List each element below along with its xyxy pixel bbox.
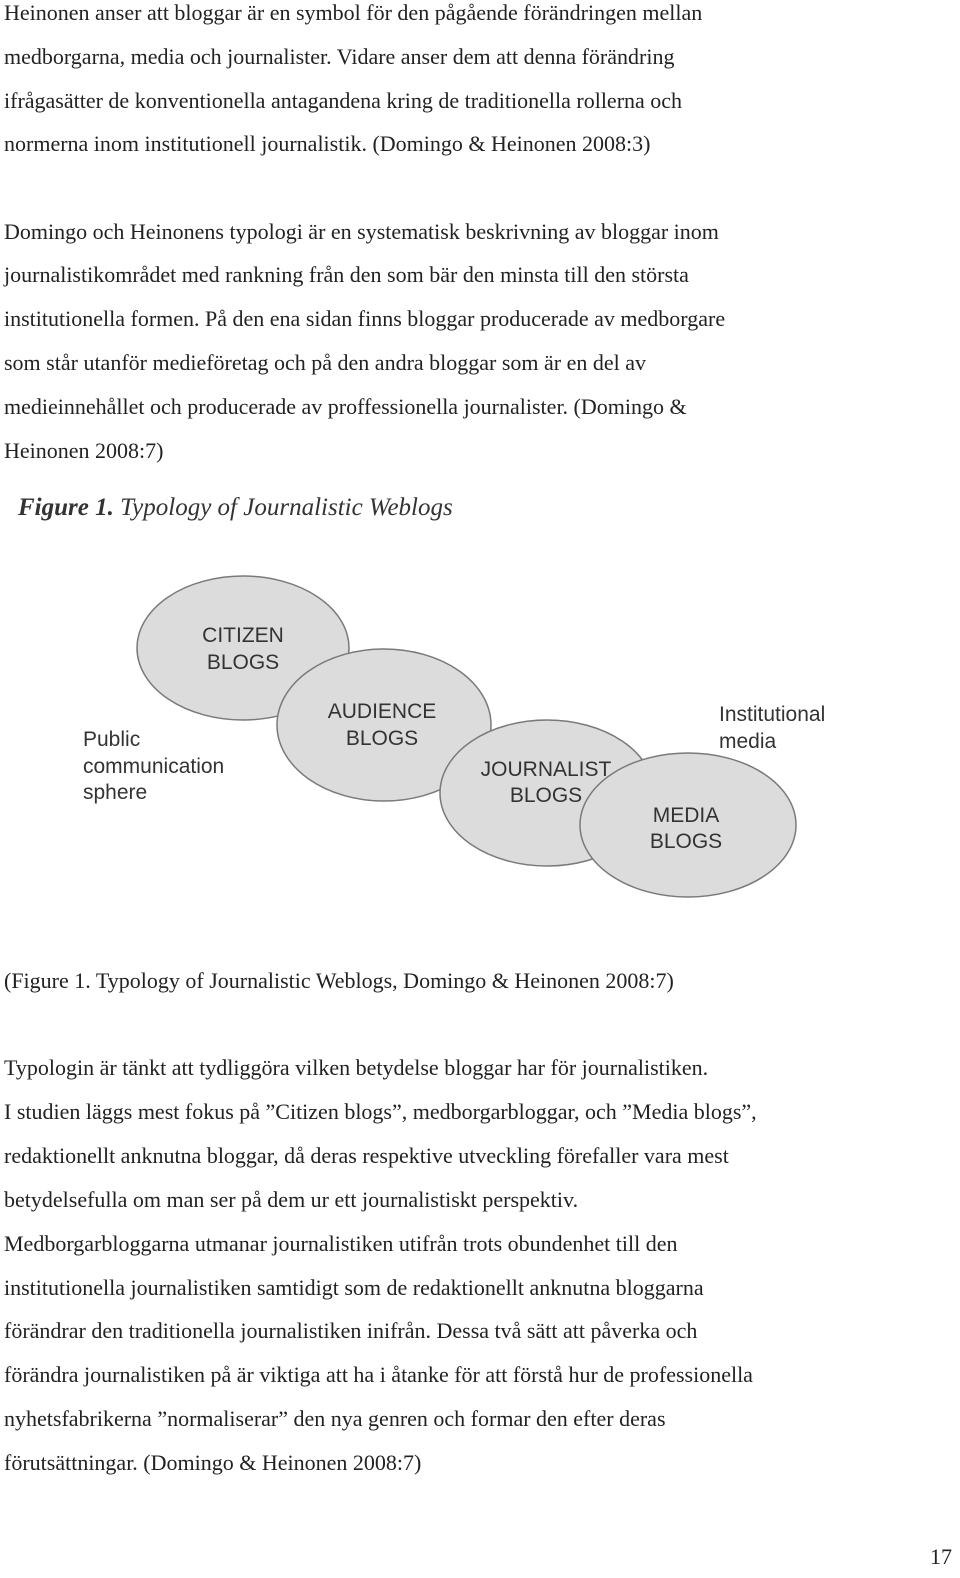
- text-line: medborgarna, media och journalister. Vidare anser dem att denna förändring: [4, 44, 675, 69]
- journalist-blogs-line1: JOURNALIST: [480, 758, 612, 781]
- text-line: institutionella journalistiken samtidigt som de redaktionellt anknutna bloggarna: [4, 1275, 704, 1300]
- text-line: Heinonen 2008:7): [4, 438, 164, 463]
- text-line: redaktionellt anknutna bloggar, då deras respektive utveckling förefaller vara mest: [4, 1143, 729, 1168]
- media-blogs-line1: MEDIA: [652, 804, 720, 827]
- text-line: betydelsefulla om man ser på dem ur ett journalistiskt perspektiv.: [4, 1187, 579, 1212]
- figure-title: [18, 494, 453, 522]
- text-line: journalistikområdet med rankning från den som bär den minsta till den största: [4, 262, 689, 287]
- figure-title-text: Typology of Journalistic Weblogs: [120, 494, 453, 521]
- journalist-blogs-line2: BLOGS: [509, 784, 583, 807]
- text-line: normerna inom institutionell journalistik. (Domingo & Heinonen 2008:3): [4, 131, 651, 156]
- institutional-media-label-line1: Institutional: [719, 703, 826, 726]
- text-line: Typologin är tänkt att tydliggöra vilken betydelse bloggar har för journalistiken.: [4, 1055, 709, 1080]
- page-number: 17: [930, 1544, 952, 1569]
- figure-title-number: Figure 1.: [18, 494, 114, 521]
- audience-blogs-line2: BLOGS: [345, 727, 419, 750]
- text-line: Medborgarbloggarna utmanar journalistiken utifrån trots obundenhet till den: [4, 1231, 678, 1256]
- text-line: som står utanför medieföretag och på den andra bloggar som är en del av: [4, 350, 647, 375]
- citizen-blogs-line2: BLOGS: [206, 651, 280, 674]
- text-line: nyhetsfabrikerna ”normaliserar” den nya genren och formar den efter deras: [4, 1406, 666, 1431]
- audience-blogs-line1: AUDIENCE: [327, 700, 437, 723]
- text-line: Domingo och Heinonens typologi är en systematisk beskrivning av bloggar inom: [4, 219, 719, 244]
- public-sphere-label-line1: Public: [83, 728, 141, 751]
- text-line: förändra journalistiken på är viktiga att ha i åtanke för att förstå hur de professionella: [4, 1362, 753, 1387]
- text-line: förutsättningar. (Domingo & Heinonen 2008:7): [4, 1450, 422, 1475]
- figure-caption: (Figure 1. Typology of Journalistic Weblogs, Domingo & Heinonen 2008:7): [4, 968, 674, 993]
- public-sphere-label-line3: sphere: [83, 781, 148, 804]
- citizen-blogs-line1: CITIZEN: [202, 624, 284, 647]
- institutional-media-label-line2: media: [719, 730, 777, 753]
- text-line: förändrar den traditionella journalistiken inifrån. Dessa två sätt att påverka och: [4, 1318, 698, 1343]
- text-line: ifrågasätter de konventionella antagandena kring de traditionella rollerna och: [4, 88, 683, 113]
- text-line: medieinnehållet och producerade av proffessionella journalister. (Domingo &: [4, 394, 687, 419]
- typology-diagram: [0, 560, 960, 910]
- media-blogs-line2: BLOGS: [649, 830, 723, 853]
- text-line: Heinonen anser att bloggar är en symbol för den pågående förändringen mellan: [4, 0, 703, 25]
- text-line: I studien läggs mest fokus på ”Citizen blogs”, medborgarbloggar, och ”Media blogs”,: [4, 1099, 757, 1124]
- text-line: institutionella formen. På den ena sidan finns bloggar producerade av medborgare: [4, 306, 726, 331]
- public-sphere-label-line2: communication: [83, 755, 225, 778]
